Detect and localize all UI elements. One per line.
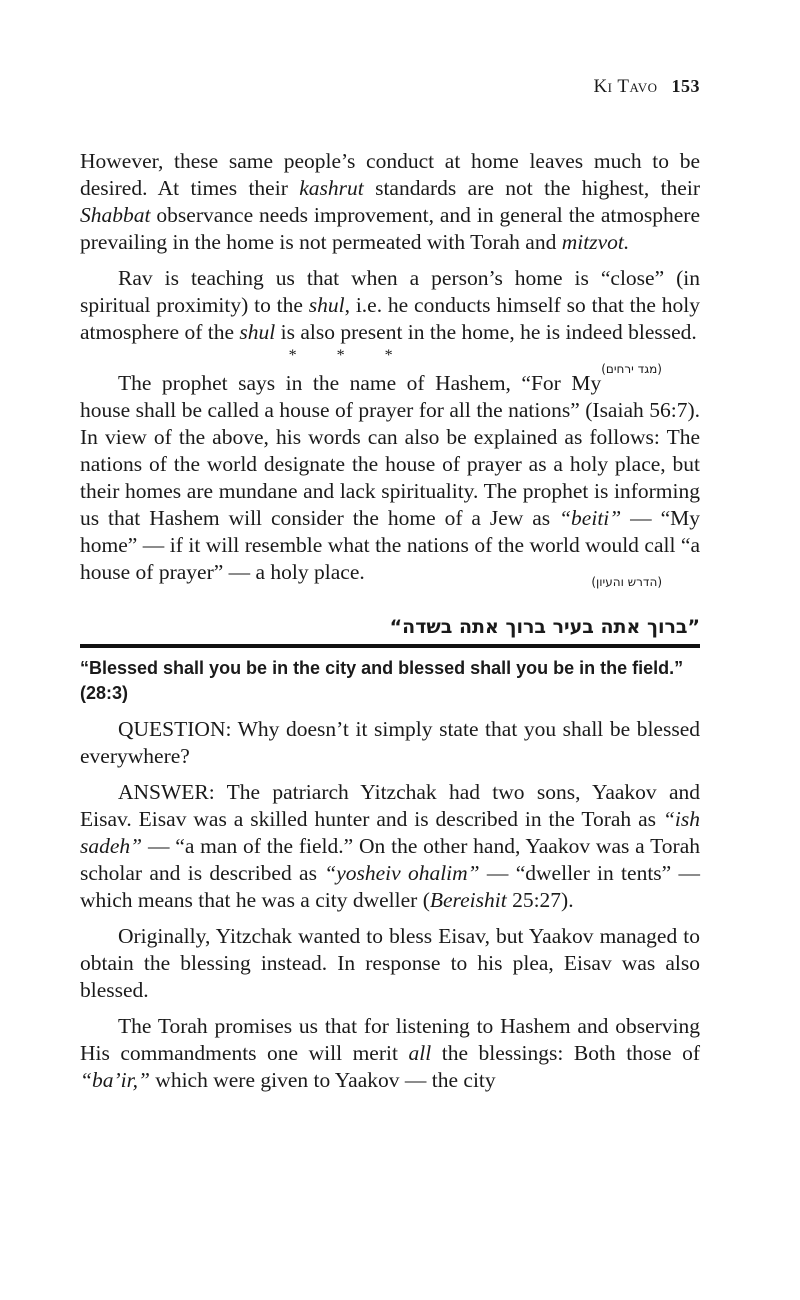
source-citation: (מגד ירחים) xyxy=(601,362,662,376)
italic-term: kashrut xyxy=(299,176,364,200)
english-verse-heading: “Blessed shall you be in the city and blessed shall you be in the field.” (28:3) xyxy=(80,658,684,703)
text-run: — “dweller in tents” — which means that he was a city dweller ( xyxy=(80,861,700,912)
text-run: 25:27). xyxy=(506,888,574,912)
text-run: However, these same people’s conduct at home leaves much to be desired. At times their xyxy=(80,149,700,200)
text-run: The Torah promises us that for listening to Hashem and observing His commandments one will merit xyxy=(80,1014,700,1065)
paragraph-1 xyxy=(80,148,700,256)
italic-term: all xyxy=(408,1041,432,1065)
text-run: is also present in the home, he is indeed blessed. xyxy=(275,320,697,344)
italic-term: mitzvot. xyxy=(561,230,630,254)
paragraph-question: QUESTION: Why doesn’t it simply state that you shall be blessed everywhere? xyxy=(80,717,700,768)
book-page xyxy=(80,0,700,1300)
text-run: — “a man of the field.” On the other hand, Yaakov was a Torah scholar and is described as xyxy=(80,834,700,885)
text-run: ANSWER: The patriarch Yitzchak had two sons, Yaakov and Eisav. Eisav was a skilled hunter and is described in the Torah as xyxy=(80,780,700,831)
paragraph-answer xyxy=(80,779,700,914)
paragraph-6: Originally, Yitzchak wanted to bless Eisav, but Yaakov managed to obtain the blessing instead. In response to his plea, Eisav was also blessed. xyxy=(80,924,700,1002)
italic-term: “beiti” xyxy=(559,506,622,530)
paragraph-2 xyxy=(80,265,700,376)
italic-term: Bereishit xyxy=(429,888,507,912)
italic-term: shul xyxy=(239,320,276,344)
paragraph-3 xyxy=(80,370,700,589)
italic-term: “ba’ir,” xyxy=(80,1068,150,1092)
source-citation: (הדרש והעיון) xyxy=(591,575,662,589)
text-run: , i.e. he conducts himself so that the holy atmosphere of the xyxy=(80,293,700,344)
text-run: standards are not the highest, their xyxy=(363,176,700,200)
page-number: 153 xyxy=(671,76,700,96)
text-run: the blessings: Both those of xyxy=(431,1041,701,1065)
text-run: Rav is teaching us that when a person’s home is “close” (in spiritual proximity) to the xyxy=(80,266,700,317)
italic-term: shul xyxy=(308,293,345,317)
text-run: observance needs improvement, and in general the atmosphere prevailing in the home is not permeated with Torah and xyxy=(80,203,700,254)
italic-term: Shabbat xyxy=(80,203,151,227)
hebrew-verse-heading: ”ברוך אתה בעיר ברוך אתה בשדה“ xyxy=(80,614,700,648)
body-text xyxy=(80,148,700,1094)
chapter-title: Ki Tavo xyxy=(593,76,658,97)
text-run: which were given to Yaakov — the city xyxy=(149,1068,496,1092)
italic-term: “yosheiv ohalim” xyxy=(324,861,480,885)
section-separator: * * * xyxy=(288,347,411,364)
text-run: The prophet says in the name of Hashem, “For My house shall be called a house of prayer for all the nations” (Isaiah 56:7). In view of the above, his words can also be explained as follows: The nations of the world designate the house of prayer as a holy place, but their homes are mundane and lack spirituality. The prophet is informing us that Hashem will consider the home of a Jew as xyxy=(80,371,700,530)
italic-term: “ish sadeh” xyxy=(80,807,700,858)
paragraph-7 xyxy=(80,1013,700,1094)
text-run: — “My home” — if it will resemble what the nations of the world would call “a house of prayer” — a holy place. xyxy=(80,506,700,584)
running-head xyxy=(593,76,700,98)
